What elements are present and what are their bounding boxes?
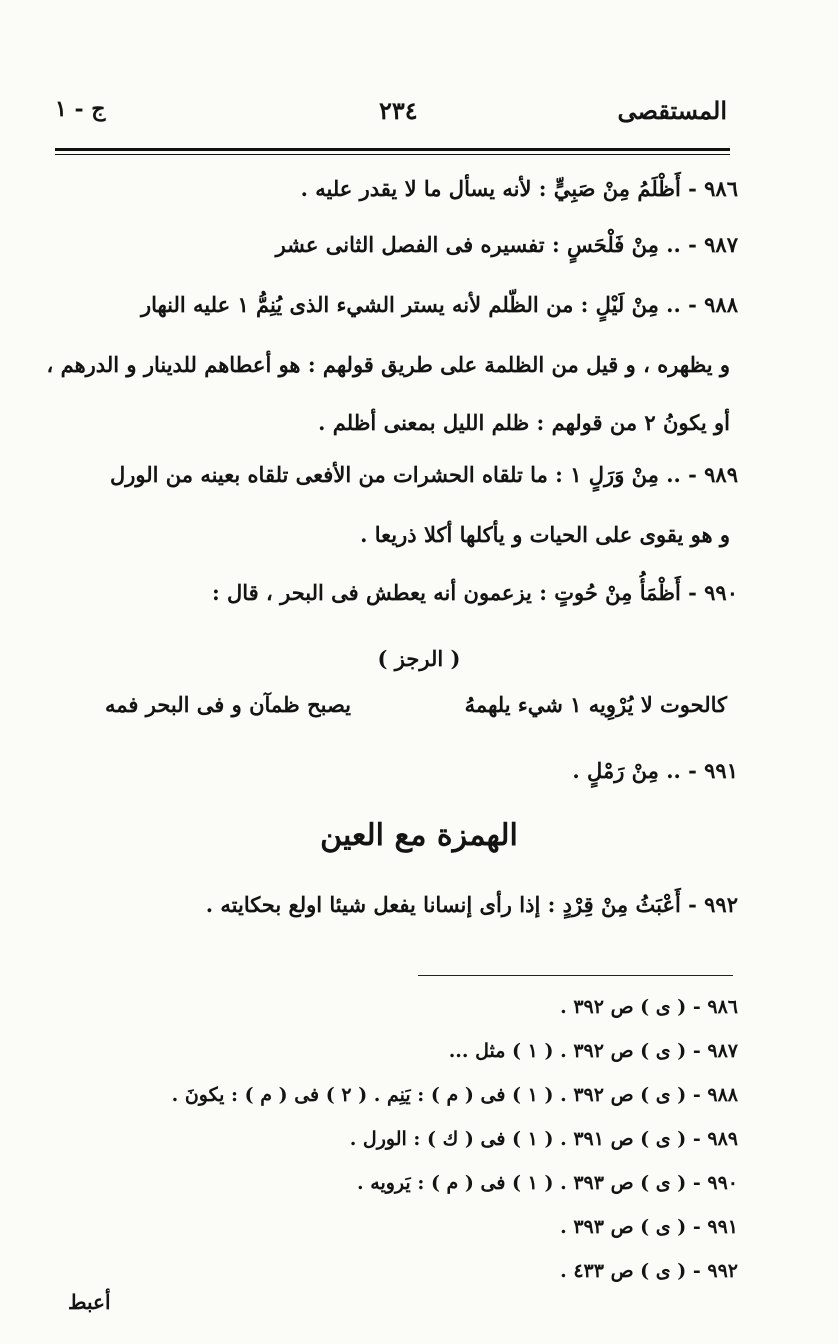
footnote-rule [418,975,733,976]
catchword: أعبط [68,1290,111,1314]
footnote-992: ٩٩٢ - ( ى ) ص ٤٣٣ . [560,1260,738,1282]
page-number: ٢٣٤ [379,96,418,125]
footnote-988: ٩٨٨ - ( ى ) ص ٣٩٢ . ( ١ ) فى ( م ) : يَنِم . ( ٢ ) فى ( م ) : يكونَ . [171,1084,738,1106]
footnote-986: ٩٨٦ - ( ى ) ص ٣٩٢ . [560,996,738,1018]
entry-990: ٩٩٠ - أَظْمَأُ مِنْ حُوتٍ : يزعمون أنه يعطش فى البحر ، قال : [211,580,738,605]
poem-meter: ( الرجز ) [377,646,461,671]
volume-number: ج - ١ [55,96,106,122]
header-rule-thin [55,154,730,155]
poem-verse [105,692,727,717]
entry-986: ٩٨٦ - أَظْلَمُ مِنْ صَبِيٍّ : لأنه يسأل ما لا يقدر عليه . [300,176,738,201]
footnote-991: ٩٩١ - ( ى ) ص ٣٩٣ . [560,1216,738,1238]
running-header [55,96,727,136]
header-rule-thick [55,148,730,151]
section-heading: الهمزة مع العين [320,818,518,853]
entry-989: ٩٨٩ - .. مِنْ وَرَلٍ ١ : ما تلقاه الحشرات من الأفعى تلقاه بعينه من الورل [109,462,738,487]
book-title: المستقصى [617,96,727,125]
footnote-990: ٩٩٠ - ( ى ) ص ٣٩٣ . ( ١ ) فى ( م ) : يَرويه . [357,1172,738,1194]
entry-988: ٩٨٨ - .. مِنْ لَيْلٍ : من الظّلم لأنه يستر الشيء الذى يُنِمُّ ١ عليه النهار [140,292,738,317]
verse-hemistich-second: يصبح ظمآن و فى البحر فمه [105,692,352,717]
entry-988-cont-2: أو يكونُ ٢ من قولهم : ظلم الليل بمعنى أظلم . [318,410,730,435]
entry-989-cont: و هو يقوى على الحيات و يأكلها أكلا ذريعا . [360,522,730,547]
footnote-987: ٩٨٧ - ( ى ) ص ٣٩٢ . ( ١ ) مثل ... [448,1040,738,1062]
entry-991: ٩٩١ - .. مِنْ رَمْلٍ . [572,758,738,783]
entry-987: ٩٨٧ - .. مِنْ فَلْحَسٍ : تفسيره فى الفصل الثانى عشر [275,232,738,257]
entry-988-cont-1: و يظهره ، و قيل من الظلمة على طريق قولهم : هو أعطاهم للدينار و الدرهم ، [46,352,730,377]
entry-992: ٩٩٢ - أَعْبَثُ مِنْ قِرْدٍ : إذا رأى إنسانا يفعل شيئا اولع بحكايته . [205,892,738,917]
verse-hemistich-first: كالحوت لا يُرْوِيه ١ شيء يلهمهُ [464,692,727,717]
footnote-989: ٩٨٩ - ( ى ) ص ٣٩١ . ( ١ ) فى ( ك ) : الورل . [349,1128,738,1150]
